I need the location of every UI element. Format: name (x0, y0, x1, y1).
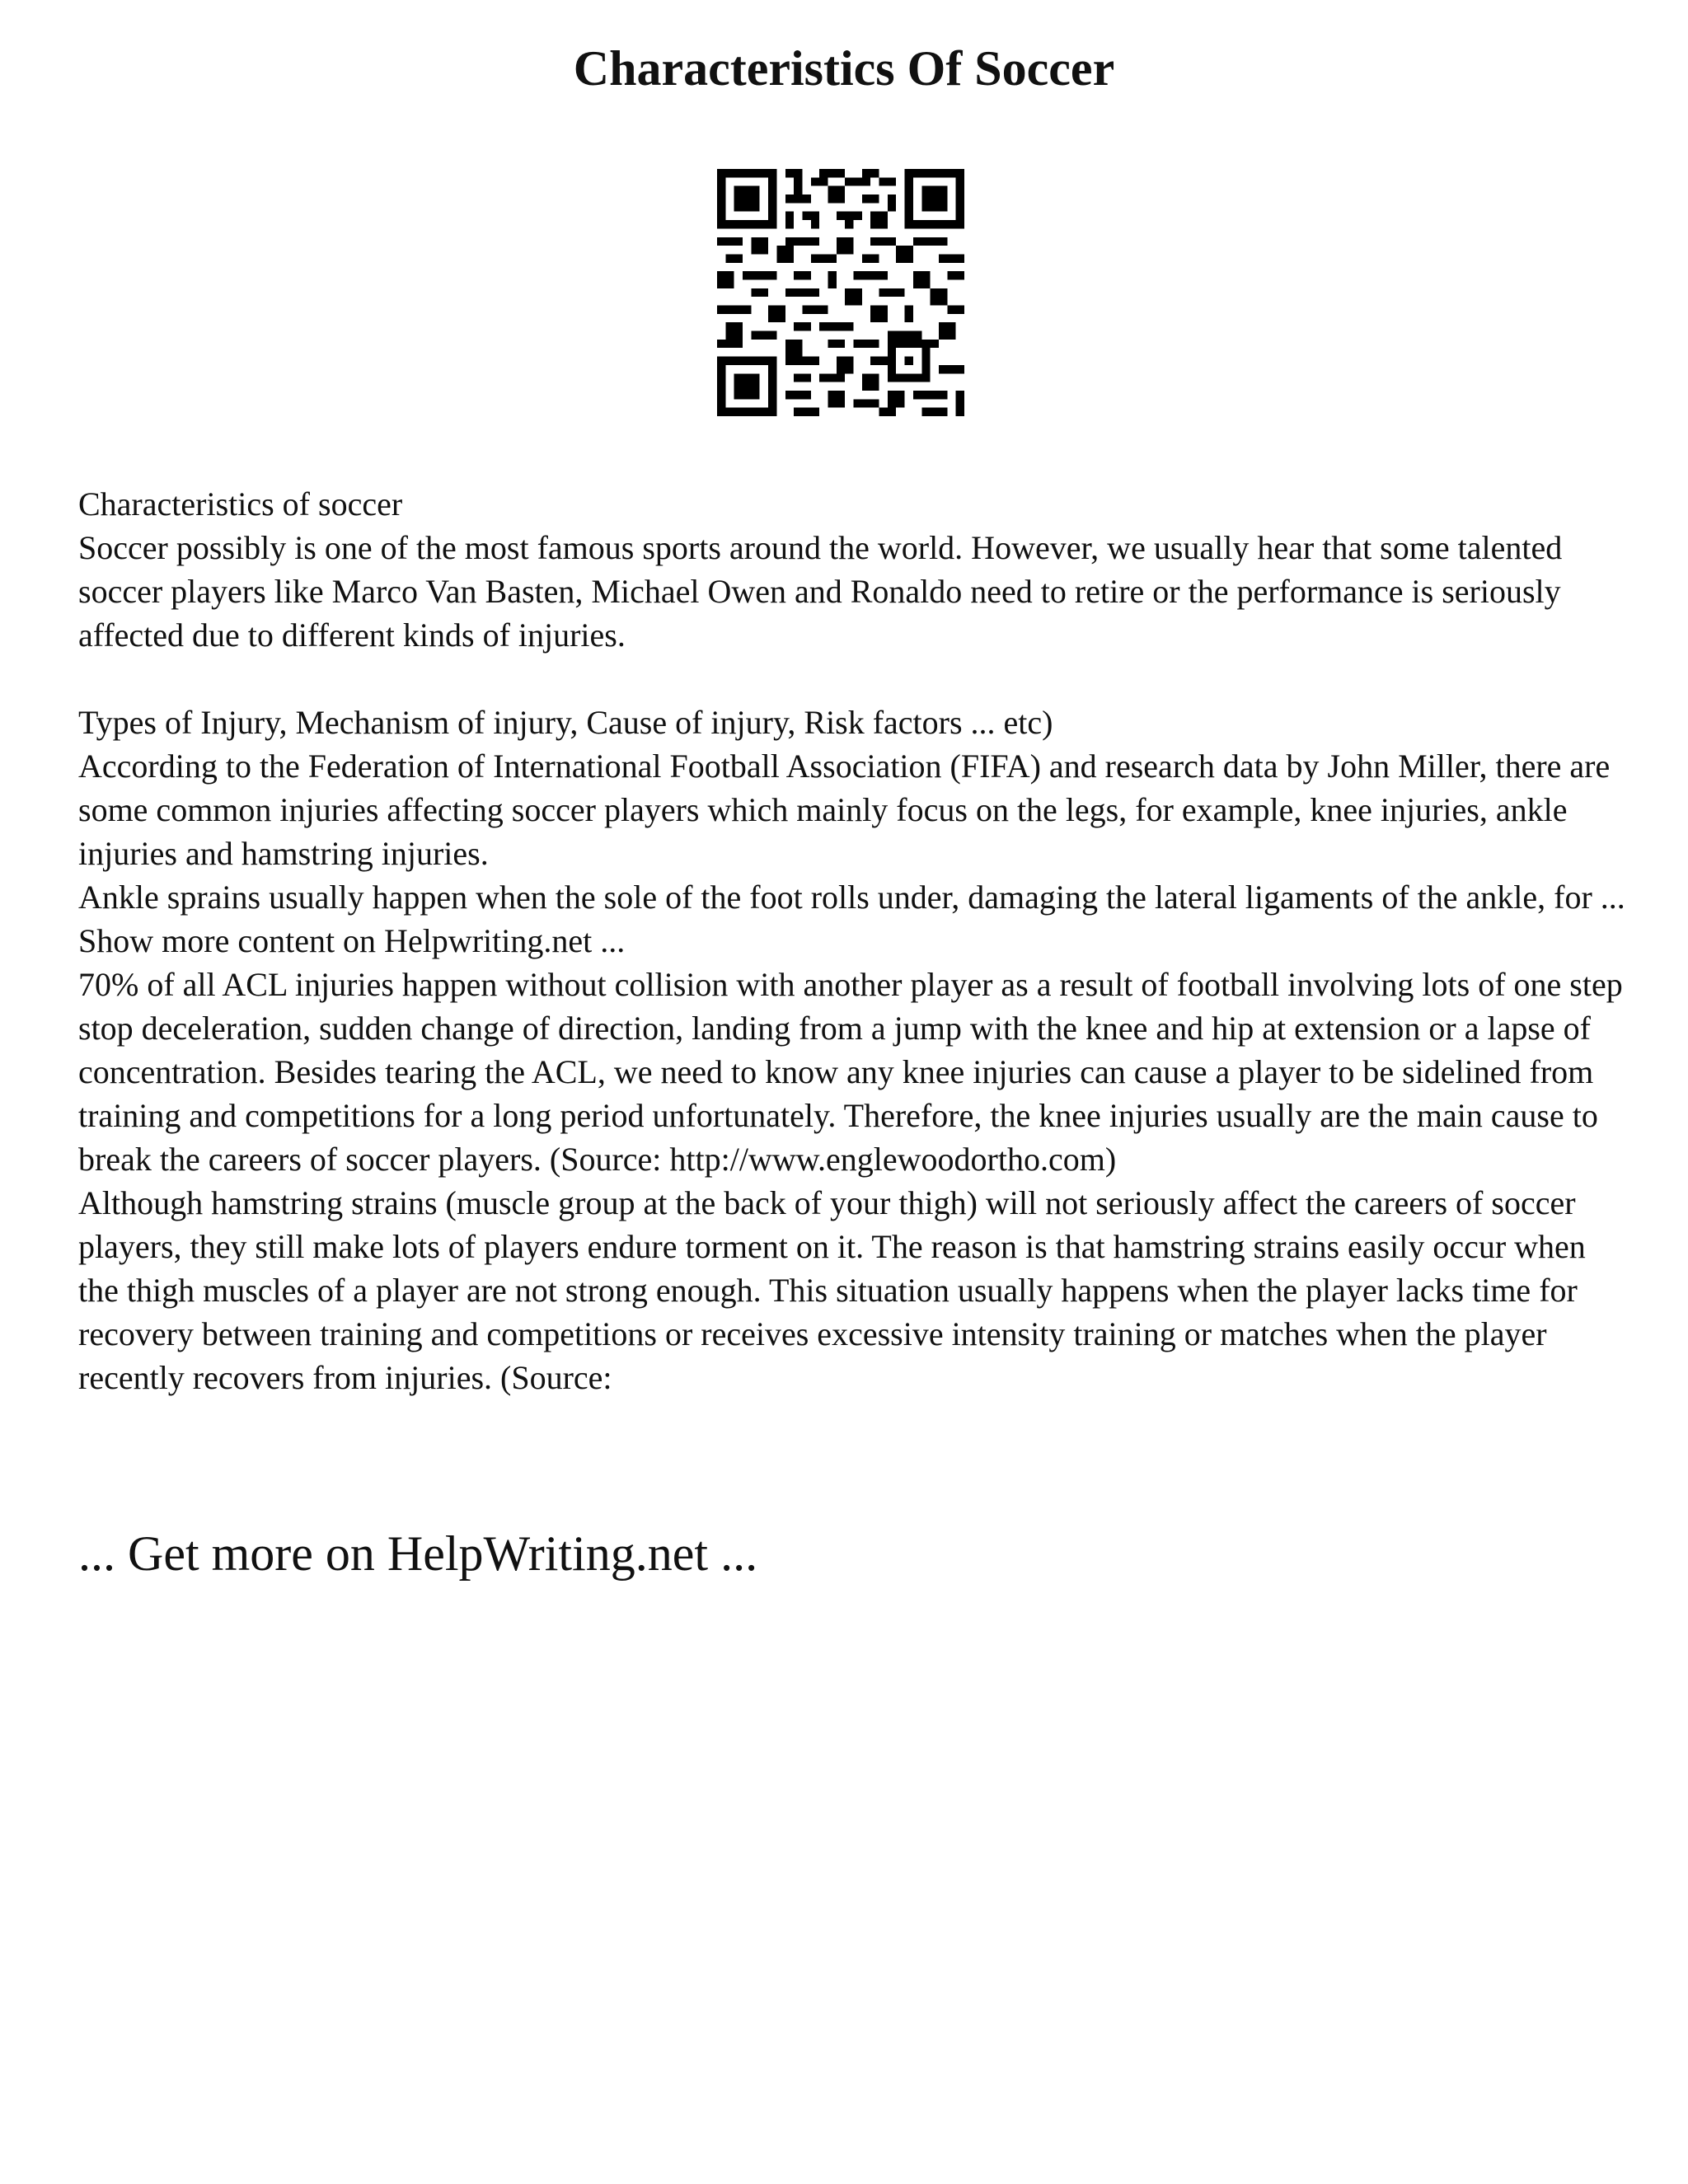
qr-code-icon[interactable] (717, 169, 964, 416)
get-more-link[interactable]: ... Get more on HelpWriting.net ... (78, 1526, 758, 1581)
article-body (78, 482, 1628, 1399)
article-heading: Characteristics of soccer (78, 485, 403, 523)
paragraph: Soccer possibly is one of the most famous sports around the world. However, we usually hear that some talented soccer players like Marco Van Basten, Michael Owen and Ronaldo need to retire or the performance is seriously affected due to different kinds of injuries. (78, 529, 1563, 654)
paragraph: According to the Federation of International Football Association (FIFA) and research data by John Miller, there are some common injuries affecting soccer players which mainly focus on the legs, for example, knee injuries, ankle injuries and hamstring injuries. (78, 748, 1611, 872)
paragraph: 70% of all ACL injuries happen without collision with another player as a result of football involving lots of one step stop deceleration, sudden change of direction, landing from a jump with the knee and hip at extension or a lapse of concentration. Besides tearing the ACL, we need to know any knee injuries can cause a player to be sidelined from training and competitions for a long period unfortunately. Therefore, the knee injuries usually are the main cause to break the careers of soccer players. (Source: http://www.englewoodortho.com) (78, 966, 1623, 1178)
paragraph: Types of Injury, Mechanism of injury, Cause of injury, Risk factors ... etc) (78, 704, 1053, 741)
page-title: Characteristics Of Soccer (573, 41, 1115, 96)
paragraph: Ankle sprains usually happen when the sole of the foot rolls under, damaging the lateral ligaments of the ankle, for ... Show more content on Helpwriting.net ... (78, 879, 1625, 959)
paragraph: Although hamstring strains (muscle group at the back of your thigh) will not seriously affect the careers of soccer players, they still make lots of players endure torment on it. The reason is that hamstring strains easily occur when the thigh muscles of a player are not strong enough. This situation usually happens when the player lacks time for recovery between training and competitions or receives excessive intensity training or matches when the player recently recovers from injuries. (Source: (78, 1184, 1586, 1396)
paragraph-gap (78, 657, 1628, 701)
